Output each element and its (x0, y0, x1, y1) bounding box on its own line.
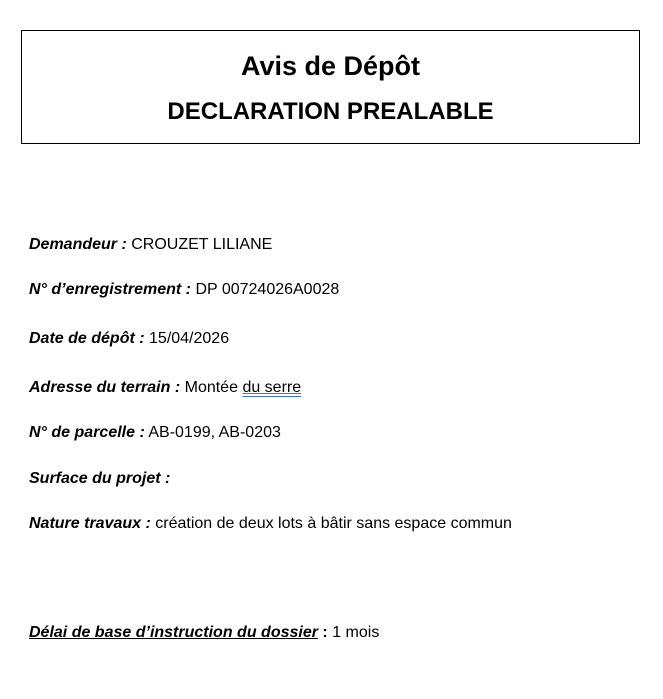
nature-label: Nature travaux : (29, 515, 151, 532)
title-box (21, 30, 640, 144)
parcelle-label: N° de parcelle : (29, 424, 145, 441)
demandeur-label: Demandeur : (29, 236, 127, 253)
field-nature (29, 514, 512, 534)
field-adresse (29, 378, 301, 398)
field-enregistrement (29, 280, 339, 300)
field-surface (29, 469, 170, 489)
document-subtitle: DECLARATION PREALABLE (167, 98, 494, 125)
delai-value: 1 mois (332, 624, 380, 641)
adresse-label: Adresse du terrain : (29, 379, 181, 396)
field-demandeur (29, 235, 272, 255)
field-delai (29, 623, 379, 643)
field-parcelle (29, 423, 281, 443)
date-depot-value: 15/04/2026 (149, 330, 230, 347)
parcelle-value: AB-0199, AB-0203 (148, 424, 281, 441)
enregistrement-label: N° d’enregistrement : (29, 281, 191, 298)
surface-label: Surface du projet : (29, 470, 171, 487)
adresse-value-underlined: du serre (242, 379, 302, 396)
document-title: Avis de Dépôt (240, 51, 421, 81)
adresse-value-prefix: Montée (184, 379, 238, 396)
date-depot-label: Date de dépôt : (29, 330, 145, 347)
delai-separator: : (322, 624, 328, 641)
enregistrement-value: DP 00724026A0028 (195, 281, 340, 298)
demandeur-value: CROUZET LILIANE (131, 236, 273, 253)
nature-value: création de deux lots à bâtir sans espace commun (155, 515, 512, 532)
delai-label: Délai de base d’instruction du dossier (29, 624, 318, 641)
field-date-depot (29, 329, 229, 349)
